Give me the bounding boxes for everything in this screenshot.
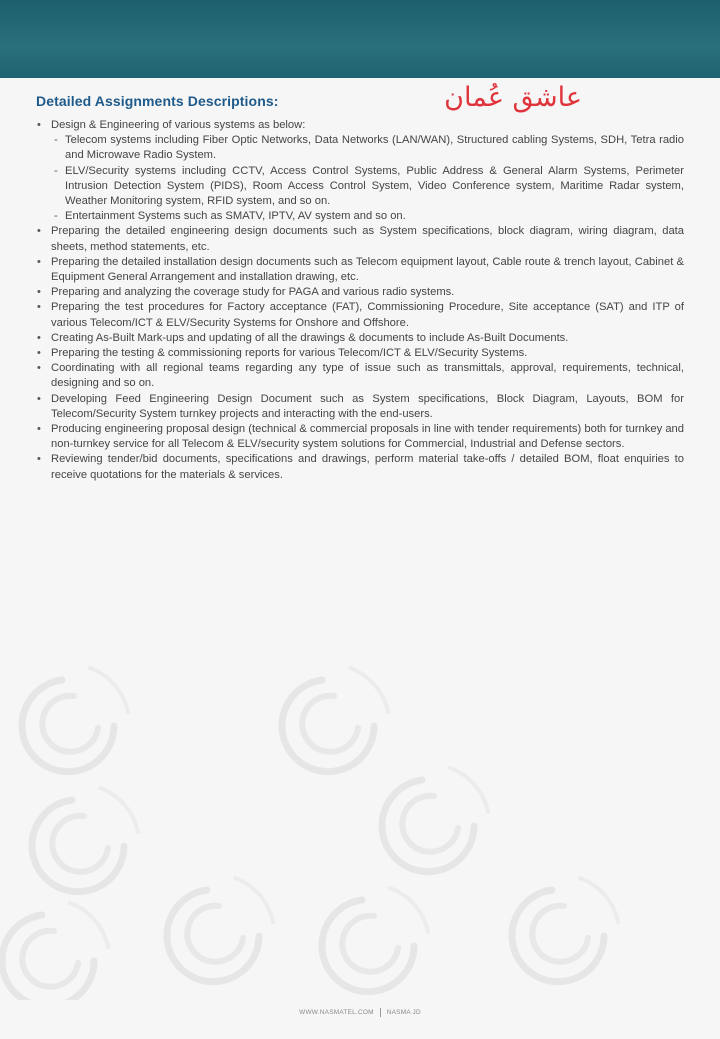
section-title: Detailed Assignments Descriptions:	[36, 93, 279, 109]
watermark-logo	[382, 768, 488, 872]
watermark-logo	[2, 903, 108, 1000]
watermark-logo	[512, 878, 618, 982]
list-item: • Preparing the detailed installation design documents such as Telecom equipment layout, Cable route & trench layout, Cabinet & Equipment General Arrangement and installation drawing, etc.	[36, 255, 684, 285]
list-item: • Creating As-Built Mark-ups and updating of all the drawings & documents to include As-Built Documents.	[36, 331, 684, 346]
list-item: • Preparing the testing & commissioning reports for various Telecom/ICT & ELV/Security Systems.	[36, 346, 684, 361]
list-item: • Preparing the test procedures for Factory acceptance (FAT), Commissioning Procedure, Site acceptance (SAT) and ITP of various Telecom/ICT & ELV/Security Systems for Onshore and Offshore.	[36, 300, 684, 330]
watermark-logo	[282, 668, 388, 772]
list-item: • Reviewing tender/bid documents, specifications and drawings, perform material take-offs / detailed BOM, float enquiries to receive quotations for the materials & services.	[36, 452, 684, 482]
list-item: • Coordinating with all regional teams regarding any type of issue such as transmittals, approval, requirements, technical, designing and so on.	[36, 361, 684, 391]
footer-separator	[380, 1008, 381, 1017]
list-item: • Developing Feed Engineering Design Document such as System specifications, Block Diagram, Layouts, BOM for Telecom/Security System turnkey projects and interacting with the end-users.	[36, 392, 684, 422]
list-item: • Preparing the detailed engineering design documents such as System specifications, block diagram, wiring diagram, data sheets, method statements, etc.	[36, 224, 684, 254]
sub-list-item: - ELV/Security systems including CCTV, Access Control Systems, Public Address & General Alarm Systems, Perimeter Intrusion Detection System (PIDS), Room Access Control System, Video Conference system, Maritime Radar system, Weather Monitoring system, RFID system, and so on.	[36, 164, 684, 210]
footer-website: WWW.NASMATEL.COM	[299, 1009, 374, 1017]
sub-list-item: - Entertainment Systems such as SMATV, IPTV, AV system and so on.	[36, 209, 684, 224]
page-footer	[0, 1008, 720, 1017]
watermark-logo	[22, 668, 128, 772]
watermark-logo	[322, 888, 428, 992]
header-band	[0, 0, 720, 78]
watermark-logo	[167, 878, 273, 982]
sub-list-item: - Telecom systems including Fiber Optic Networks, Data Networks (LAN/WAN), Structured cabling Systems, SDH, Tetra radio and Microwave Radio System.	[36, 133, 684, 163]
footer-name: NASMA JD	[386, 1009, 421, 1017]
list-item: • Preparing and analyzing the coverage study for PAGA and various radio systems.	[36, 285, 684, 300]
list-item: • Design & Engineering of various systems as below:	[36, 118, 684, 133]
assignments-list	[36, 118, 684, 483]
handwritten-overlay-text: عاشق عُمان	[444, 82, 582, 113]
list-item: • Producing engineering proposal design (technical & commercial proposals in line with tender requirements) both for turnkey and non-turnkey service for all Telecom & ELV/security system solutions for Commercial, Industrial and Defense sectors.	[36, 422, 684, 452]
watermark-logo	[32, 788, 138, 892]
watermark-pattern	[0, 620, 720, 1000]
